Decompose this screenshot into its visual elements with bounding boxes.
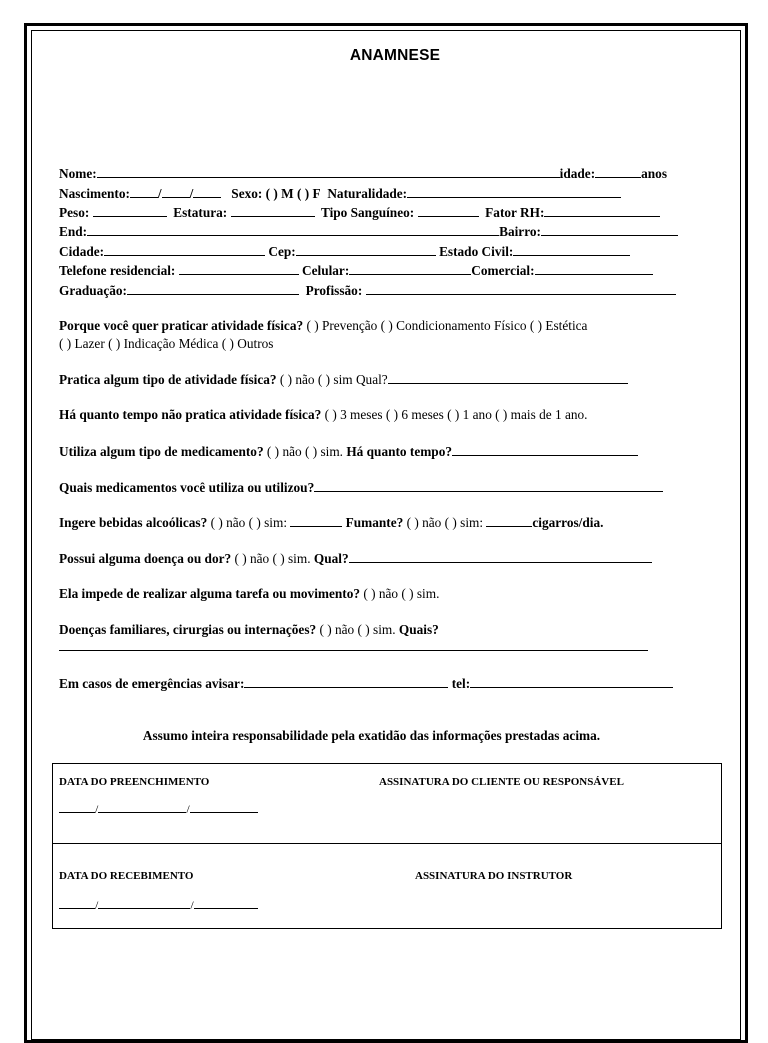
peso-field[interactable] [93,204,167,217]
bairro-field[interactable] [541,223,678,236]
question-quais-medicamentos-field[interactable] [314,479,663,492]
row-nascimento [59,185,621,202]
nascimento-day-field[interactable] [130,185,158,198]
box-recebimento [52,843,722,929]
nascimento-month-field[interactable] [162,185,190,198]
cep-field[interactable] [296,243,436,256]
row-cidade [59,243,630,260]
celular-label: Celular: [302,263,350,278]
question-motivo [59,318,587,334]
question-quais-medicamentos [59,479,663,496]
peso-label: Peso: [59,205,90,220]
declaration: Assumo inteira responsabilidade pela exatidão das informações prestadas acima. [142,728,601,743]
sexo-options[interactable]: ( ) M ( ) F [265,186,321,201]
question-familiares-options[interactable]: ( ) não ( ) sim. [316,622,396,637]
estatura-label: Estatura: [173,205,228,220]
emergencia-field[interactable] [244,675,448,688]
question-pratica-label: Pratica algum tipo de atividade física? [59,372,277,387]
question-motivo-options[interactable]: ( ) Prevenção ( ) Condicionamento Físico ( ) Estética [303,318,588,333]
row-graduacao [59,282,676,299]
question-medicamento-field[interactable] [452,443,638,456]
question-tempo-options[interactable]: ( ) 3 meses ( ) 6 meses ( ) 1 ano ( ) mais de 1 ano. [321,407,588,422]
question-familiares-line [59,638,648,655]
question-doenca-field[interactable] [349,550,652,563]
fator-rh-label: Fator RH: [485,205,545,220]
end-label: End: [59,224,88,239]
question-impede-label: Ela impede de realizar alguma tarefa ou movimento? [59,586,360,601]
question-medicamento-tempo-label: Há quanto tempo? [343,444,452,459]
question-doenca [59,550,652,567]
question-alcool [59,514,603,531]
date-separator: / [157,186,162,201]
question-motivo-label: Porque você quer praticar atividade física? [59,318,304,333]
question-medicamento-options[interactable]: ( ) não ( ) sim. [263,444,344,459]
question-alcool-options[interactable]: ( ) não ( ) sim: [207,515,291,530]
cidade-label: Cidade: [59,244,105,259]
nascimento-label: Nascimento: [59,186,130,201]
question-familiares [59,622,439,638]
question-pratica-options[interactable]: ( ) não ( ) sim Qual? [276,372,388,387]
sexo-label: Sexo: [231,186,263,201]
anos-label: anos [641,166,668,181]
question-quais-medicamentos-label: Quais medicamentos você utiliza ou utilizou? [59,480,315,495]
data-recebimento-label: DATA DO RECEBIMENTO [59,870,194,882]
cep-label: Cep: [268,244,296,259]
assinatura-cliente-label: ASSINATURA DO CLIENTE OU RESPONSÁVEL [379,776,624,788]
cidade-field[interactable] [104,243,265,256]
question-impede [59,586,439,602]
row-nome [59,165,667,182]
comercial-label: Comercial: [471,263,535,278]
data-recebimento-field[interactable]: / / [59,896,258,913]
question-motivo-cont [59,336,273,352]
question-medicamento-label: Utiliza algum tipo de medicamento? [59,444,264,459]
idade-field[interactable] [595,165,641,178]
question-doenca-options[interactable]: ( ) não ( ) sim. [231,551,311,566]
idade-label: idade: [559,166,596,181]
comercial-field[interactable] [535,262,653,275]
question-alcool-field[interactable] [290,514,342,527]
question-fumante-field[interactable] [486,514,532,527]
naturalidade-field[interactable] [407,185,621,198]
nascimento-year-field[interactable] [193,185,221,198]
fator-rh-field[interactable] [544,204,660,217]
estatura-field[interactable] [231,204,315,217]
estado-civil-field[interactable] [513,243,630,256]
question-motivo-options-2[interactable]: ( ) Lazer ( ) Indicação Médica ( ) Outros [59,336,274,351]
profissao-label: Profissão: [305,283,363,298]
question-tempo-label: Há quanto tempo não pratica atividade física? [59,407,322,422]
end-field[interactable] [87,223,499,236]
row-emergencia [59,675,673,692]
estado-civil-label: Estado Civil: [439,244,514,259]
question-fumante-options[interactable]: ( ) não ( ) sim: [403,515,487,530]
celular-field[interactable] [349,262,471,275]
tipo-sanguineo-label: Tipo Sanguíneo: [320,205,415,220]
question-medicamento [59,443,638,460]
question-doenca-qual-label: Qual? [310,551,349,566]
nome-label: Nome: [59,166,97,181]
telefone-field[interactable] [179,262,299,275]
bairro-label: Bairro: [499,224,541,239]
graduacao-field[interactable] [127,282,299,295]
row-end [59,223,678,240]
tel-field[interactable] [470,675,673,688]
row-peso [59,204,660,221]
question-impede-options[interactable]: ( ) não ( ) sim. [360,586,440,601]
nome-field[interactable] [97,165,560,178]
question-alcool-label: Ingere bebidas alcoólicas? [59,515,208,530]
profissao-field[interactable] [366,282,676,295]
question-familiares-label: Doenças familiares, cirurgias ou internações? [59,622,317,637]
question-fumante-label: Fumante? [342,515,404,530]
question-tempo [59,407,587,423]
tel-label: tel: [448,676,471,691]
row-telefone [59,262,653,279]
question-pratica [59,371,628,388]
question-doenca-label: Possui alguma doença ou dor? [59,551,232,566]
form-title: ANAMNESE [349,47,441,64]
box-preenchimento [52,763,722,845]
date-separator: / [189,186,194,201]
question-familiares-quais-label: Quais? [395,622,439,637]
question-pratica-field[interactable] [388,371,628,384]
question-cigarros-label: cigarros/dia. [532,515,604,530]
telefone-label: Telefone residencial: [59,263,176,278]
naturalidade-label: Naturalidade: [327,186,408,201]
assinatura-instrutor-label: ASSINATURA DO INSTRUTOR [415,870,573,882]
data-preenchimento-field[interactable]: / / [59,800,258,817]
data-preenchimento-label: DATA DO PREENCHIMENTO [59,776,210,788]
graduacao-label: Graduação: [59,283,127,298]
tipo-sanguineo-field[interactable] [418,204,479,217]
question-familiares-field[interactable] [59,638,648,651]
emergencia-label: Em casos de emergências avisar: [59,676,245,691]
